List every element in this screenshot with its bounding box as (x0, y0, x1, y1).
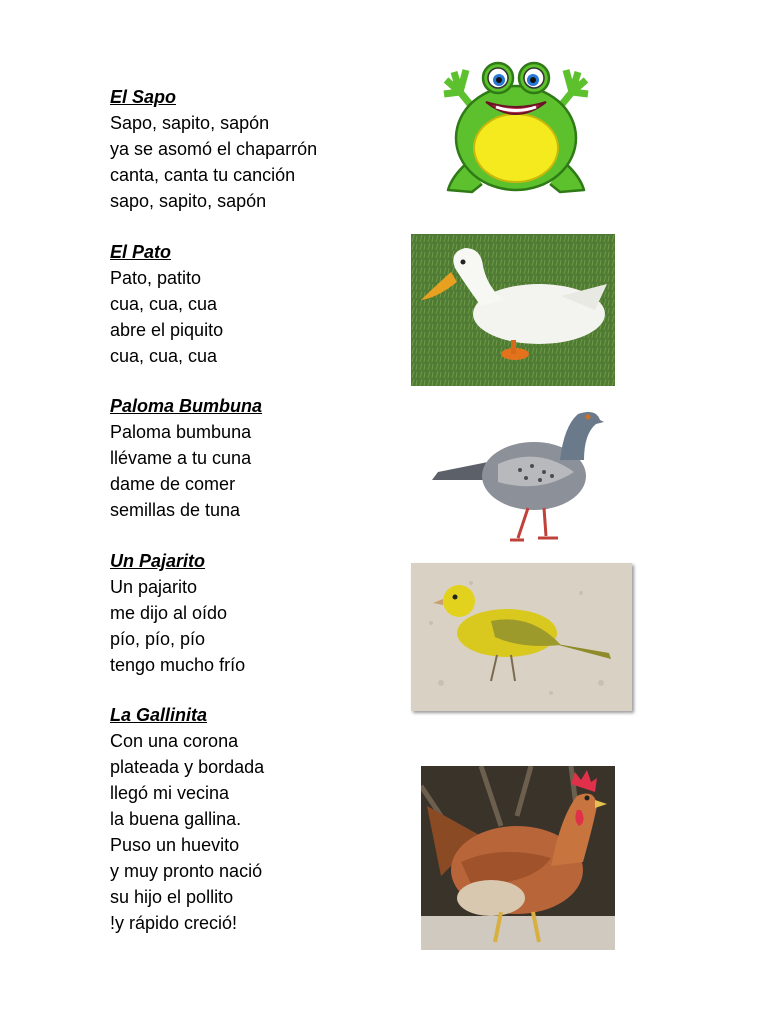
poem-la-gallinita (110, 702, 264, 936)
poem-title: La Gallinita (110, 705, 208, 725)
poem-line: dame de comer (110, 474, 236, 494)
poem-line: llegó mi vecina (110, 783, 230, 803)
poem-title: El Sapo (110, 87, 177, 107)
frog-icon (438, 52, 594, 200)
poem-el-sapo (110, 84, 317, 214)
pigeon-photo (428, 400, 606, 552)
poem-line: y muy pronto nació (110, 861, 263, 881)
poem-title: Un Pajarito (110, 551, 206, 571)
hen-photo (421, 766, 615, 950)
hen-icon (421, 766, 615, 950)
poem-line: Paloma bumbuna (110, 422, 252, 442)
poem-line: !y rápido creció! (110, 913, 238, 933)
poem-line: Con una corona (110, 731, 239, 751)
pigeon-icon (428, 400, 606, 552)
poem-line: tengo mucho frío (110, 655, 246, 675)
poem-line: semillas de tuna (110, 500, 241, 520)
poem-line: cua, cua, cua (110, 346, 218, 366)
poem-line: plateada y bordada (110, 757, 265, 777)
poem-title: El Pato (110, 242, 172, 262)
poem-line: canta, canta tu canción (110, 165, 296, 185)
poem-line: Puso un huevito (110, 835, 240, 855)
poem-line: me dijo al oído (110, 603, 228, 623)
poem-line: Pato, patito (110, 268, 202, 288)
duck-photo (411, 234, 615, 386)
poem-line: abre el piquito (110, 320, 224, 340)
poem-line: pío, pío, pío (110, 629, 206, 649)
poem-un-pajarito (110, 548, 245, 678)
poem-line: llévame a tu cuna (110, 448, 252, 468)
poem-line: su hijo el pollito (110, 887, 234, 907)
frog-illustration (438, 52, 594, 200)
poem-line: ya se asomó el chaparrón (110, 139, 318, 159)
poem-line: Un pajarito (110, 577, 198, 597)
canary-icon (411, 563, 632, 711)
poem-title: Paloma Bumbuna (110, 396, 263, 416)
poem-line: la buena gallina. (110, 809, 242, 829)
duck-icon (411, 234, 615, 386)
poem-line: Sapo, sapito, sapón (110, 113, 270, 133)
poem-line: sapo, sapito, sapón (110, 191, 267, 211)
poem-el-pato (110, 239, 223, 369)
canary-photo (411, 563, 632, 711)
poem-paloma-bumbuna (110, 393, 262, 523)
poem-line: cua, cua, cua (110, 294, 218, 314)
